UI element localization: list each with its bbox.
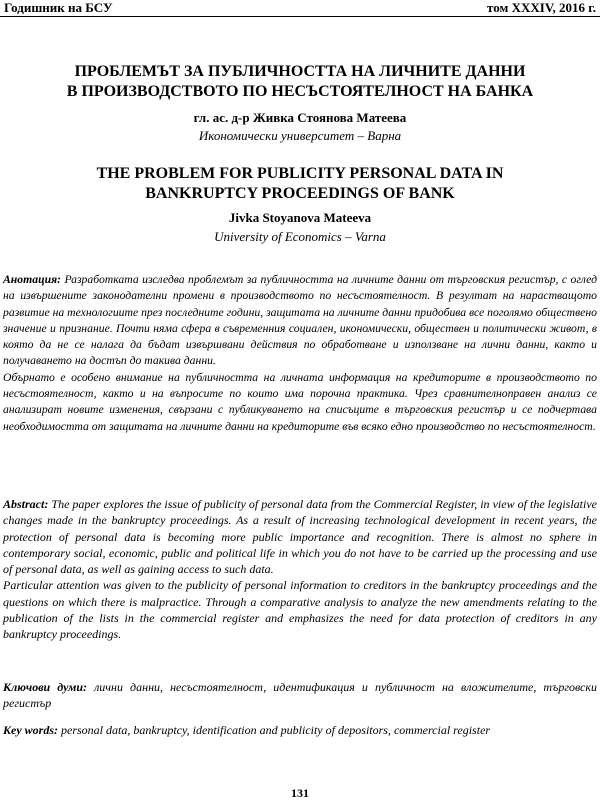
keywords-en-label: Key words: (3, 723, 58, 737)
keywords-bg-label: Ключови думи: (3, 680, 88, 694)
abstract-label: Abstract: (3, 497, 49, 511)
bg-title (0, 62, 600, 102)
abstract-section (3, 496, 597, 643)
page-number: 131 (291, 786, 309, 800)
en-affiliation: University of Economics – Varna (214, 229, 386, 244)
bg-affiliation: Икономически университет – Варна (198, 128, 402, 143)
en-author: Jivka Stoyanova Mateeva (228, 210, 372, 225)
en-title-line-1: THE PROBLEM FOR PUBLICITY PERSONAL DATA IN (96, 165, 504, 182)
bg-author: гл. ас. д-р Живка Стоянова Матеева (193, 110, 407, 125)
running-header (0, 0, 600, 17)
journal-name: Годишник на БСУ (4, 0, 113, 15)
bg-title-line-2: В ПРОИЗВОДСТВОТО ПО НЕСЪСТОЯТЕЛНОСТ НА БАНКА (66, 83, 534, 100)
annotation-text: Анотация: Разработката изследва проблемът за публичността на личните данни от търговския регистър, с оглед на извършените законодателни промени в производството по несъстоятелност. В резултат на нарастващото развитие на технологиите през последните години, защитата на личните данни придобива все поголямо обществено значение и признание. Почти няма сфера в съвременния социален, икономически, обществен и политически живот, в която да не се налага да бъдат извършвани действия по обработване и използване на лични данни, както и получаването на достъп до такива данни. (3, 273, 597, 368)
en-title (0, 164, 600, 204)
abstract-text: Abstract: The paper explores the issue of publicity of personal data from the Commercial Register, in view of the legislative changes made in the bankruptcy proceedings. As a result of increasing technological development in recent years, the protection of personal data is becoming more public importance and recognition. There is almost no sphere in contemporary social, economic, public and political life in which you do not have to be carried up the processing and use of personal data, as well as gaining access to such data. (3, 497, 598, 577)
abstract-text-2: Particular attention was given to the publicity of personal information to creditors in the bankruptcy proceedings and the questions on which there is malpractice. Through a comparative analysis to analyze the new amendments relating to the publication of the lists in the commercial register and emphasizes the need for data protection of creditors in any bankruptcy proceedings. (3, 578, 597, 642)
bg-title-line-1: ПРОБЛЕМЪТ ЗА ПУБЛИЧНОСТТА НА ЛИЧНИТЕ ДАННИ (74, 63, 526, 80)
volume-info: том XXXIV, 2016 г. (487, 0, 596, 15)
annotation-section (3, 272, 597, 435)
en-title-line-2: BANKRUPTCY PROCEEDINGS OF BANK (145, 185, 455, 202)
annotation-label: Анотация: (3, 273, 61, 286)
keywords-en-text: personal data, bankruptcy, identification and publicity of depositors, commercial register (61, 723, 491, 737)
annotation-text-2: Обърнато е особено внимание на публичността на личната информация на кредиторите в производството по несъстоятелност, както и на въпросите по които има порочна практика. Чрез сравнителноправен анализ се анализират новите изменения, свързани с публикуването на списъците в търговския регистър и се подчертава необходимостта от защитата на личните данни на кредиторите във всяко едно производство по несъстоятелност. (3, 370, 597, 433)
keywords-en (3, 722, 597, 738)
keywords-bg-text: лични данни, несъстоятелност, идентификация и публичност на вложителите, търговски регистър (3, 680, 597, 711)
keywords-bg (3, 679, 597, 712)
